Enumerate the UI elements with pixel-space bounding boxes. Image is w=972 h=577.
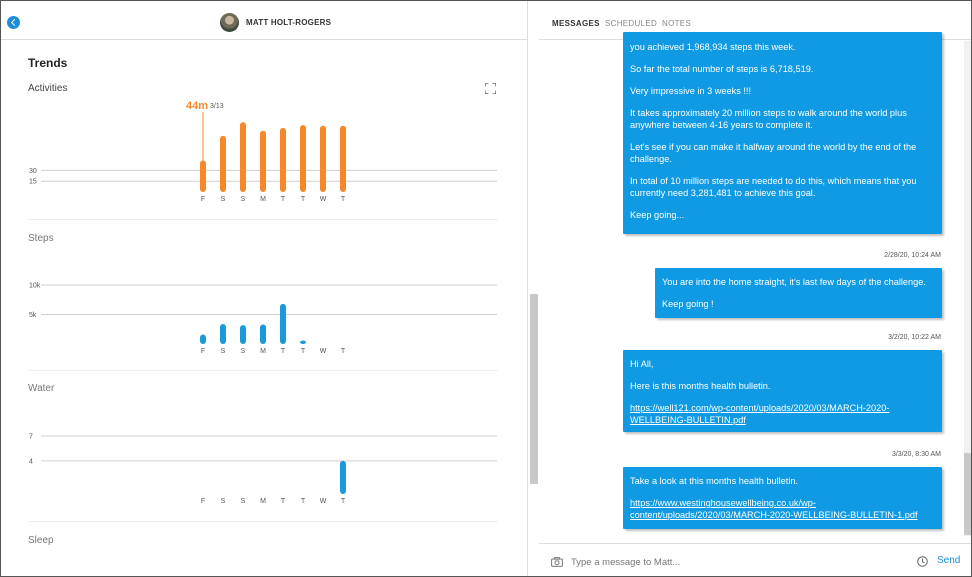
back-icon[interactable] [7, 16, 20, 29]
bar[interactable] [260, 325, 266, 344]
message-timestamp: 3/3/20, 8:30 AM [891, 451, 941, 458]
message-input[interactable] [571, 553, 911, 571]
bar[interactable] [200, 160, 206, 192]
steps-chart [1, 271, 528, 366]
activities-chart-svg [1, 96, 528, 211]
bar[interactable] [320, 126, 326, 192]
y-tick-label: 30 [29, 167, 37, 175]
bar[interactable] [340, 126, 346, 192]
x-tick-label: T [340, 348, 346, 355]
section-divider [28, 370, 498, 371]
bulletin-link[interactable]: https://www.westinghousewellbeing.co.uk/wp-content/uploads/2020/03/MARCH-2020-WELLBEING-BULLETIN-1.pdf [630, 498, 918, 520]
x-tick-label: T [300, 196, 306, 203]
bar[interactable] [300, 340, 306, 344]
x-tick-label: S [220, 348, 226, 355]
x-tick-label: T [340, 498, 346, 505]
tab-scheduled[interactable]: SCHEDULED [605, 19, 658, 28]
annotation-date: 3/13 [210, 103, 224, 110]
annotation-value: 44m [185, 100, 208, 112]
trends-scrollbar[interactable] [530, 294, 538, 484]
x-tick-label: F [200, 196, 206, 203]
x-tick-label: W [319, 196, 327, 203]
message-text: Keep going ! [662, 299, 714, 309]
y-tick-label: 7 [29, 433, 33, 441]
message-text: Keep going... [630, 210, 685, 220]
contact-header [1, 1, 528, 40]
messages-scrollbar-thumb[interactable] [964, 453, 972, 535]
page-title: Trends [28, 56, 68, 70]
message-text: So far the total number of steps is 6,718,519. [630, 64, 814, 74]
message-text: you achieved 1,968,934 steps this week. [630, 42, 796, 52]
steps-chart-svg [1, 271, 528, 366]
bar[interactable] [340, 461, 346, 494]
x-tick-label: M [260, 196, 266, 203]
x-tick-label: W [319, 498, 327, 505]
message-text: It takes approximately 20 million steps to walk around the world plus anywhere between 4-16 years to complete it. [630, 108, 907, 130]
x-tick-label: S [240, 348, 246, 355]
message-text: Here is this months health bulletin. [630, 381, 771, 391]
x-tick-label: S [220, 196, 226, 203]
y-tick-label: 10k [29, 282, 41, 290]
tab-notes[interactable]: NOTES [662, 19, 692, 28]
bulletin-link[interactable]: https://well121.com/wp-content/uploads/2020/03/MARCH-2020-WELLBEING-BULLETIN.pdf [630, 403, 890, 425]
x-tick-label: T [340, 196, 346, 203]
x-tick-label: F [200, 498, 206, 505]
message-composer [539, 543, 972, 577]
steps-label: Steps [28, 233, 54, 244]
message-text: Hi All, [630, 359, 654, 369]
avatar[interactable] [220, 13, 239, 32]
water-chart [1, 421, 528, 516]
bar[interactable] [240, 325, 246, 344]
message-bubble [623, 32, 942, 234]
x-tick-label: S [240, 196, 246, 203]
x-tick-label: M [260, 498, 266, 505]
clock-icon[interactable] [917, 556, 928, 567]
x-tick-label: S [220, 498, 226, 505]
expand-icon[interactable] [485, 83, 496, 94]
bar[interactable] [280, 304, 286, 344]
message-bubble [655, 268, 942, 318]
message-text: Very impressive in 3 weeks !!! [630, 86, 752, 96]
water-label: Water [28, 383, 55, 394]
x-tick-label: T [300, 348, 306, 355]
x-tick-label: W [319, 348, 327, 355]
x-tick-label: T [280, 196, 286, 203]
activities-chart [1, 96, 528, 211]
bar[interactable] [240, 122, 246, 192]
section-divider [28, 521, 498, 522]
trends-pane [1, 1, 528, 577]
x-tick-label: T [300, 498, 306, 505]
contact-name[interactable]: MATT HOLT-ROGERS [246, 18, 332, 27]
y-tick-label: 15 [29, 178, 37, 186]
message-text: Take a look at this months health bulletin. [630, 476, 799, 486]
camera-icon[interactable] [551, 557, 563, 567]
y-tick-label: 5k [29, 312, 37, 319]
x-tick-label: T [280, 498, 286, 505]
message-text: In total of 10 million steps are needed to do this, which means that you currently need 3,281,481 to achieve this goal. [630, 176, 917, 198]
bar[interactable] [260, 131, 266, 192]
section-divider [28, 219, 498, 220]
x-tick-label: M [260, 348, 266, 355]
x-tick-label: F [200, 348, 206, 355]
message-text: You are into the home straight, it's last few days of the challenge. [662, 277, 926, 287]
bar[interactable] [200, 335, 206, 344]
bar[interactable] [280, 128, 286, 192]
y-tick-label: 4 [29, 458, 33, 466]
bar[interactable] [220, 136, 226, 192]
message-bubble [623, 350, 942, 432]
bar[interactable] [300, 125, 306, 192]
message-text: Let's see if you can make it halfway around the world by the end of the challenge. [630, 142, 917, 164]
tab-messages[interactable]: MESSAGES [552, 19, 600, 28]
send-button[interactable]: Send [937, 555, 961, 566]
message-timestamp: 2/28/20, 10:24 AM [884, 252, 941, 259]
sleep-label: Sleep [28, 535, 54, 546]
bar[interactable] [220, 324, 226, 344]
activities-label: Activities [28, 83, 68, 94]
message-bubble [623, 467, 942, 529]
water-chart-svg [1, 421, 528, 516]
message-timestamp: 3/2/20, 10:22 AM [888, 334, 941, 341]
x-tick-label: S [240, 498, 246, 505]
x-tick-label: T [280, 348, 286, 355]
